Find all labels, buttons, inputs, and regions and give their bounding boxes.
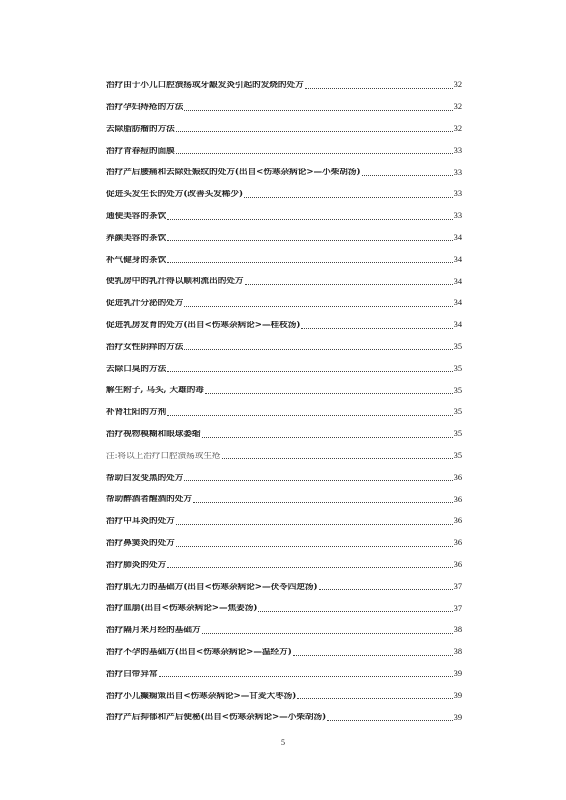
toc-entry <box>106 264 462 286</box>
dot-leader <box>293 655 453 656</box>
toc-entry <box>106 395 462 417</box>
dot-leader <box>362 175 453 176</box>
dot-leader <box>176 153 453 154</box>
dot-leader <box>301 328 452 329</box>
toc-entry-page: 36 <box>453 538 462 548</box>
toc-entry-title: 治疗肌无力的基础方(出自<伤寒杂病论>—茯苓四逆汤) <box>106 582 318 592</box>
toc-entry <box>106 242 462 264</box>
toc-entry-page: 34 <box>453 232 462 242</box>
toc-entry-title: 治疗白带异常 <box>106 669 158 679</box>
toc-entry <box>106 482 462 504</box>
toc-entry-page: 37 <box>453 603 462 613</box>
toc-entry-title: 帮助白发变黑的处方 <box>106 473 184 483</box>
toc-entry <box>106 155 462 177</box>
toc-entry-title: 治疗小儿癫痫策出自<伤寒杂病论>—甘麦大枣汤) <box>106 691 297 701</box>
dot-leader <box>167 415 452 416</box>
toc-entry-title: 治疗产后抑郁和产后便秘(出自<伤寒杂病论>—小柴胡汤) <box>106 713 327 722</box>
toc-entry-title: 治疗不孕的基础方(出自<伤寒杂病论>—温经方) <box>106 647 292 657</box>
toc-entry-page: 35 <box>453 407 462 417</box>
toc-entry-title: 治疗女性阴痒的方法 <box>106 342 184 352</box>
toc-entry <box>106 221 462 243</box>
dot-leader <box>193 502 453 503</box>
toc-entry-title: 注:将以上治疗口腔溃疡或生疮 <box>106 451 221 461</box>
page-number: 5 <box>281 738 285 747</box>
toc-entry-title: 治疗血崩(出自<伤寒杂病论>—焦姜汤) <box>106 604 258 613</box>
toc-entry-page: 35 <box>453 385 462 395</box>
toc-entry-page: 34 <box>453 298 462 308</box>
toc-entry <box>106 548 462 570</box>
dot-leader <box>258 611 452 612</box>
toc-entry-page: 35 <box>453 429 462 439</box>
toc-entry <box>106 678 462 700</box>
dot-leader <box>167 219 452 220</box>
dot-leader <box>184 306 452 307</box>
dot-leader <box>184 349 452 350</box>
toc-entry <box>106 439 462 461</box>
dot-leader <box>167 240 452 241</box>
toc-entry <box>106 700 462 722</box>
toc-entry-title: 补气健身的茶饮 <box>106 255 167 265</box>
toc-entry-page: 39 <box>453 712 462 722</box>
toc-entry-title: 治疗鼻窦炎的处方 <box>106 538 175 548</box>
table-of-contents <box>106 68 462 722</box>
toc-entry-title: 使乳房中的乳汁得以顺利流出的处方 <box>106 277 244 286</box>
toc-entry-title: 治疗由于小儿口腔溃疡或牙龈发炎引起的发烧的处方 <box>106 81 304 90</box>
toc-entry-page: 35 <box>453 341 462 351</box>
toc-entry-title: 治疗青春痘的面膜 <box>106 146 175 156</box>
dot-leader <box>184 110 452 111</box>
dot-leader <box>245 284 453 285</box>
toc-entry <box>106 133 462 155</box>
toc-entry-title: 解生附子, 乌头, 天雄的毒 <box>106 386 204 395</box>
toc-entry-title: 帮助醉酒者醒酒的处方 <box>106 495 192 504</box>
toc-entry-page: 33 <box>453 145 462 155</box>
toc-entry-title: 治疗视物模糊和眼球萎缩 <box>106 429 201 439</box>
toc-entry-page: 34 <box>453 276 462 286</box>
toc-entry-title: 去除脂肪瘤的方法 <box>106 124 175 134</box>
toc-entry <box>106 526 462 548</box>
toc-entry <box>106 286 462 308</box>
toc-entry-page: 36 <box>453 516 462 526</box>
toc-entry <box>106 177 462 199</box>
toc-entry-page: 35 <box>453 363 462 373</box>
toc-entry <box>106 199 462 221</box>
toc-entry-page: 34 <box>453 254 462 264</box>
toc-entry <box>106 504 462 526</box>
dot-leader <box>176 524 453 525</box>
toc-entry-page: 35 <box>453 450 462 460</box>
dot-leader <box>319 589 453 590</box>
toc-entry-title: 治疗中耳炎的处方 <box>106 517 175 526</box>
toc-entry <box>106 635 462 657</box>
dot-leader <box>305 88 453 89</box>
toc-entry <box>106 569 462 591</box>
toc-entry-page: 36 <box>453 494 462 504</box>
toc-entry <box>106 68 462 90</box>
toc-entry-page: 38 <box>453 647 462 657</box>
toc-entry-title: 补肾壮阳的方剂 <box>106 408 167 417</box>
toc-entry <box>106 657 462 679</box>
toc-entry-page: 32 <box>453 80 462 90</box>
dot-leader <box>167 262 452 263</box>
dot-leader <box>202 633 453 634</box>
toc-entry <box>106 351 462 373</box>
toc-entry-page: 32 <box>453 123 462 133</box>
dot-leader <box>297 698 452 699</box>
toc-entry-title: 养颜美容的茶饮 <box>106 233 167 243</box>
dot-leader <box>184 480 452 481</box>
toc-entry-title: 促进头发生长的处方(改善头发稀少) <box>106 190 244 199</box>
toc-entry-title: 去除口臭的方法 <box>106 364 167 374</box>
toc-entry-page: 33 <box>453 167 462 177</box>
toc-entry-title: 治疗肺炎的处方 <box>106 560 167 570</box>
dot-leader <box>205 393 453 394</box>
toc-entry <box>106 112 462 134</box>
toc-entry-page: 36 <box>453 559 462 569</box>
dot-leader <box>202 437 453 438</box>
dot-leader <box>159 676 453 677</box>
dot-leader <box>176 131 453 132</box>
toc-entry-title: 治疗产后腰痛和去除妊娠纹的处方(出自<伤寒杂病论>—小柴胡汤) <box>106 168 361 177</box>
dot-leader <box>222 458 453 459</box>
toc-entry <box>106 330 462 352</box>
toc-entry-title: 促进乳汁分泌的处方 <box>106 299 184 308</box>
toc-entry <box>106 373 462 395</box>
toc-entry-page: 39 <box>453 668 462 678</box>
toc-entry <box>106 613 462 635</box>
toc-entry <box>106 460 462 482</box>
toc-entry-page: 32 <box>453 102 462 112</box>
dot-leader <box>167 567 452 568</box>
toc-entry-page: 39 <box>453 690 462 700</box>
toc-entry <box>106 308 462 330</box>
dot-leader <box>176 546 453 547</box>
dot-leader <box>327 720 452 721</box>
toc-entry-page: 33 <box>453 211 462 221</box>
toc-entry-title: 治疗孕妇痔疮的方法 <box>106 103 184 112</box>
toc-entry-page: 37 <box>453 581 462 591</box>
toc-entry-page: 38 <box>453 625 462 635</box>
toc-entry <box>106 591 462 613</box>
dot-leader <box>244 197 453 198</box>
dot-leader <box>167 371 452 372</box>
toc-entry <box>106 417 462 439</box>
toc-entry-page: 36 <box>453 472 462 482</box>
toc-entry-title: 通便美容的茶饮 <box>106 211 167 221</box>
toc-entry-title: 促进乳房发育的处方(出自<伤寒杂病论>—桂枝汤) <box>106 320 301 330</box>
toc-entry-page: 34 <box>453 320 462 330</box>
toc-entry <box>106 90 462 112</box>
toc-entry-title: 治疗隔月来月经的基础方 <box>106 626 201 635</box>
toc-entry-page: 33 <box>453 189 462 199</box>
